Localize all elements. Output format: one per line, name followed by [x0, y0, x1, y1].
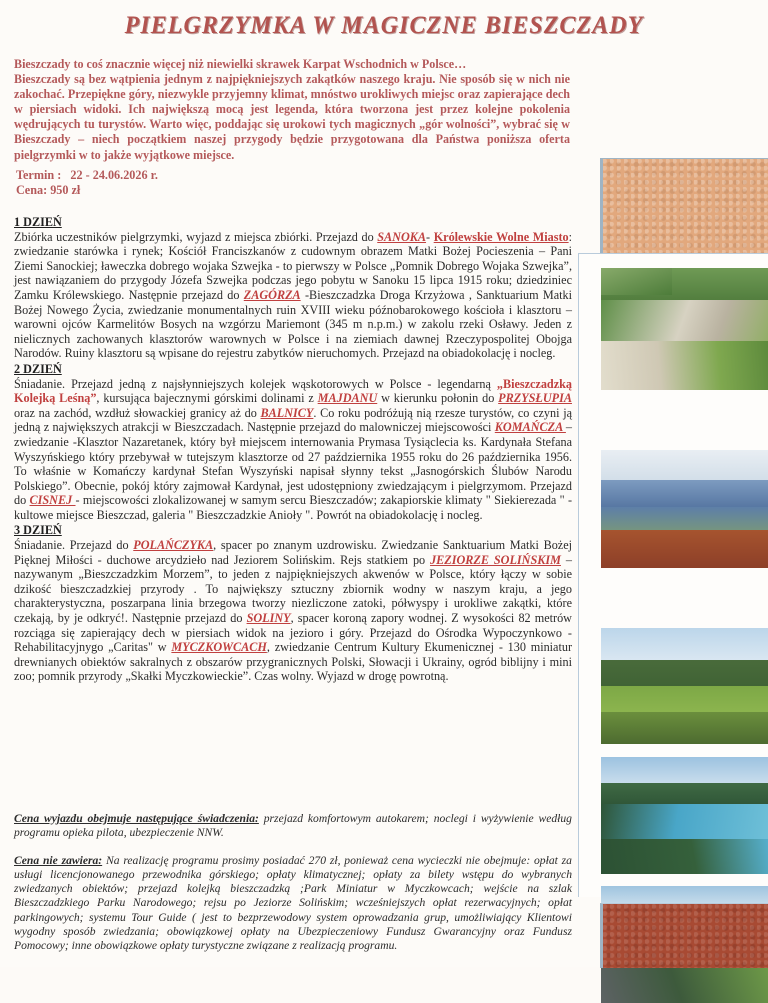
note-block: [14, 812, 572, 841]
intro-text: [14, 57, 570, 163]
day-text: , spacer koroną zapory wodnej. Z wysokości 82 metrów rozciąga się zapierający dech w piersiach widok na jezioro i góry. Przejazd do Ośrodka Wypoczynkowo - Rehabilitacyjnygo „Caritas" w: [14, 611, 572, 655]
day-text: , kursująca bajecznymi górskimi dolinami z: [96, 391, 318, 406]
day-body: [14, 538, 572, 684]
note-block: [14, 854, 572, 954]
day-text: , zwiedzanie Centrum Kultury Ekumenicznej - 130 miniatur drewnianych obiektów sakralnych z obszarów przygranicznych Polski, Słowacji i Ukrainy, ogród biblijny i mini zoo; pomnik przyrody „Skałki Myczkowieckie”. Czas wolny. Wyjazd w drogę powrotną.: [14, 640, 573, 684]
place-highlight: CISNEJ: [29, 493, 76, 508]
day-heading: 1 DZIEŃ: [14, 215, 62, 229]
day-text: w kierunku połonin do: [377, 391, 499, 406]
trip-price: Cena: 950 zł: [16, 183, 81, 197]
place-highlight: SANOKA: [377, 229, 427, 244]
color-swatch-top: [600, 158, 768, 254]
note-text: przejazd komfortowym autokarem; noclegi i wyżywienie według programu opieka pilota, ubezpieczenie NNW.: [14, 812, 572, 840]
day-text: Śniadanie. Przejazd jedną z najsłynniejszych kolejek wąskotorowych w Polsce - legendarną: [14, 376, 497, 391]
day-body: [14, 230, 572, 361]
day-body: [14, 377, 572, 523]
photo-solina-lake-aerial: [601, 757, 768, 874]
place-highlight: MYCZKOWCACH: [171, 640, 267, 655]
place-highlight: „Bieszczadzką Kolejką Leśną”: [14, 376, 572, 406]
intro-paragraph: Bieszczady są bez wątpienia jednym z najpiękniejszych zakątków naszego kraju. Nie sposób się w nich nie zakochać. Przepiękne góry, niezwykle przyjemny klimat, mnóstwo urokliwych miejsc oraz zapierające dech w piersiach widoki. Ich największą mocą jest legenda, która tworzona jest przez kolejne pokolenia wędrujących tu turystów. Warto więc, poddając się urokowi tych magicznych „gór wolności”, wybrać się w Bieszczady – niech początkiem naszej przygody będzie przygotowana dla Państwa poniższa oferta pielgrzymki w to jakże wyjątkowe miejsce.: [14, 72, 570, 162]
day-text: Śniadanie. Przejazd do: [14, 538, 134, 553]
place-highlight: POLAŃCZYKA: [133, 538, 214, 553]
place-highlight: Królewskie Wolne Miasto: [433, 229, 569, 244]
color-swatch-bottom: [600, 903, 768, 968]
day-text: . Co roku podróżują nią rzesze turystów, co czyni ją jedną z największych atrakcji w Bieszczadach. Następnie przejazd do malowniczej miejscowości: [14, 405, 572, 435]
place-highlight: MAJDANU: [317, 391, 378, 406]
page-title: PIELGRZYMKA W MAGICZNE BIESZCZADY: [124, 12, 644, 39]
photo-panel: [578, 253, 768, 897]
day-text: oraz na zachód, wzdłuż słowackiej granicy aż do: [14, 405, 261, 420]
day-text: Zbiórka uczestników pielgrzymki, wyjazd z miejsca zbiórki. Przejazd do: [14, 229, 378, 244]
note-text: Na realizację programu prosimy posiadać 270 zł, ponieważ cena wycieczki nie obejmuje: opłat za usługi licencjonowanego przewodnika górskiego; opłaty klimatycznej; opłaty za bilety wstępu do wybranych zwiedzanych obiektów; przejazd kolejką bieszczadzką ;Park Miniatur w Myczkowcach; wejście na szlak Bieszczadzkiego Parku Narodowego; rejsu po Jeziorze Solińskim; wcześniejszych opłat rezerwacyjnych; opłat parkingowych; systemu Tour Guide ( jest to bezprzewodowy system oprowadzania grup, umożliwiający Klientowi wygodny sposób zwiedzania; obowiązkowej opłaty na Ubezpieczeniowy Fundusz Gwarancyjny oraz Fundusz Pomocowy; inne obowiązkowe opłaty turystyczne związane z realizacją programu.: [14, 853, 572, 953]
place-highlight: JEZIORZE SOLIŃSKIM: [430, 552, 561, 567]
place-highlight: SOLINY: [246, 611, 291, 626]
intro-line-1: Bieszczady to coś znacznie więcej niż niewielki skrawek Karpat Wschodnich w Polsce…: [14, 57, 467, 71]
day-text: - miejscowości zlokalizowanej w samym sercu Bieszczadów; zakapiorskie klimaty " Siekierezada " - kultowe miejsce Bieszczad, galeria " Bieszczadzkie Anioły ". Powrót na obiadokolację i nocleg.: [14, 493, 572, 522]
day-text: -Bieszczadzka Droga Krzyżowa , Sanktuarium Matki Bożej Nowego Życia, zwiedzanie monumentalnych ruin XVIII wieku późnobarokowego kościoła i klasztoru – warowni ojców Karmelitów Bosych na wzgórzu Mariemont (345 m n.p.m.) w zakolu rzeki Osławy. Jeden z nielicznych zachowanych klasztorów warownych w Polsce i na ziemiach dawnej Rzeczypospolitej Obojga Narodów. Ruiny klasztoru są wpisane do rejestru zabytków nieruchomych. Przejazd na obiadokolację i nocleg.: [14, 287, 572, 361]
place-highlight: KOMAŃCZA: [494, 420, 566, 435]
day-text: – nazywanym „Bieszczadzkim Morzem”, to jeden z najpiękniejszych akwenów w Polsce, który łączy w sobie dzikość bieszczadzkiej przyrody . To największy sztuczny zbiornik wodny w naszym kraju, a jego charakterystyczna, poszarpana linia brzegowa tworzy niezliczone zatoki, półwyspy i urokliwe zakątki, które czekają, by je odkryć!. Następnie przejazd do: [14, 552, 572, 626]
photo-green-polonina-ridge: [601, 628, 768, 744]
photo-zagorz-monastery-ruins-aerial: [601, 268, 768, 390]
trip-meta: [16, 168, 158, 198]
day-text: – zwiedzanie -Klasztor Nazaretanek, który był miejscem internowania Prymasa Tysiąclecia ks. Kardynała Stefana Wyszyńskiego który przebywał w tutejszym klasztorze od 27 października 1955 roku do 26 października 1956. To właśnie w Komańczy kardynał Stefan Wyszyński napisał słynny tekst „Jasnogórskich Ślubów Narodu Polskiego”. Obecnie, pokój który zajmował Kardynał, jest udostępniony zwiedzającym i pielgrzymom. Przejazd do: [14, 420, 572, 508]
trip-date: Termin : 22 - 24.06.2026 r.: [16, 168, 158, 182]
photo-autumn-mountain-panorama: [601, 450, 768, 568]
note-lead: Cena wyjazdu obejmuje następujące świadczenia:: [14, 812, 259, 825]
day-heading: 3 DZIEŃ: [14, 523, 62, 538]
day-text: : zwiedzanie starówka i rynek; Kościół Franciszkanów z cudownym obrazem Matki Bożej Pocieszenia – Pani Ziemi Sanockiej; ławeczka dobrego wojaka Szwejka - to pierwszy w Polsce „Pomnik Dobrego Wojaka Szwejka”, jest nawiązaniem do przygody Józefa Szwejka podczas jego pobytu w Sanoku 15 lipca 1915 roku; dziedziniec Zamku Królewskiego. Następnie przejazd do: [14, 229, 572, 302]
day-text: , spacer po znanym uzdrowisku. Zwiedzanie Sanktuarium Matki Bożej Pięknej Miłości - duchowe arcydzieło nad Jeziorem Solińskim. Rejs statkiem po: [14, 538, 572, 567]
itinerary: [14, 214, 572, 684]
place-highlight: PRZYSŁUPIA: [498, 391, 572, 406]
place-highlight: BALNICY: [260, 405, 314, 420]
place-highlight: ZAGÓRZA: [243, 287, 301, 302]
day-heading: 2 DZIEŃ: [14, 361, 62, 376]
price-notes: [14, 812, 572, 954]
day-text: -: [426, 229, 434, 244]
note-lead: Cena nie zawiera:: [14, 853, 103, 867]
